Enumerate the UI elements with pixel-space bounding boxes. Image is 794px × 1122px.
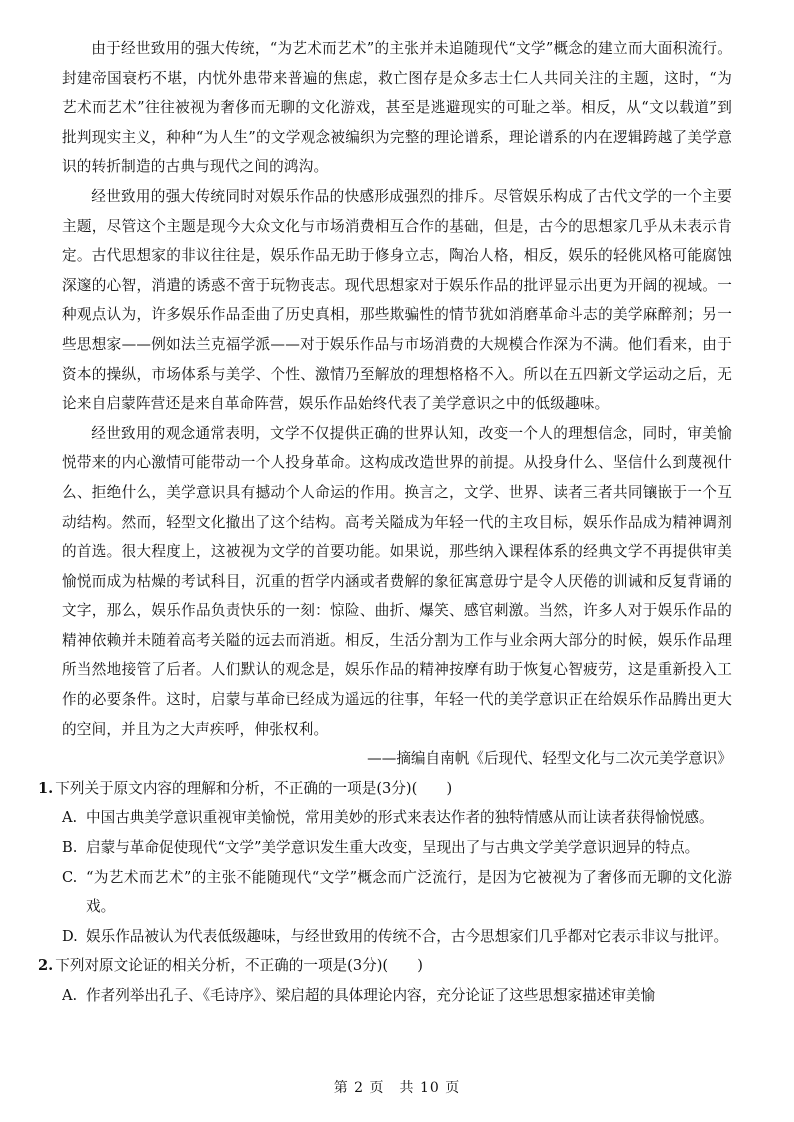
- question-1-option-a: [62, 803, 732, 833]
- question-1-option-c: [62, 863, 732, 922]
- question-1: [38, 774, 732, 952]
- option-text: 启蒙与革命促使现代“文学”美学意识发生重大改变，呈现出了与古典文学美学意识迥异的特点。: [86, 839, 700, 857]
- option-letter: A.: [62, 809, 78, 827]
- question-1-option-b: [62, 833, 732, 863]
- question-2: [38, 951, 732, 1010]
- question-1-stem: 下列关于原文内容的理解和分析，不正确的一项是(3分)( ): [55, 779, 453, 797]
- option-letter: C.: [62, 868, 78, 886]
- question-1-option-d: [62, 922, 732, 952]
- question-2-number: 2.: [38, 957, 54, 975]
- option-text: 作者列举出孔子、《毛诗序》、梁启超的具体理论内容，充分论证了这些思想家描述审美愉: [86, 987, 656, 1004]
- article-paragraph-2: 经世致用的强大传统同时对娱乐作品的快感形成强烈的排斥。尽管娱乐构成了古代文学的一个主要主题，尽管这个主题是现今大众文化与市场消费相互合作的基础，但是，古今的思想家几乎从未表示肯定。古代思想家的非议往往是，娱乐作品无助于修身立志，陶冶人格，相反，娱乐的轻佻风格可能腐蚀深邃的心智，消遣的诱惑不啻于玩物丧志。现代思想家对于娱乐作品的批评显示出更为开阔的视域。一种观点认为，许多娱乐作品歪曲了历史真相，那些欺骗性的情节犹如消磨革命斗志的美学麻醉剂；另一些思想家——例如法兰克福学派——对于娱乐作品与市场消费的大规模合作深为不满。他们看来，由于资本的操纵，市场体系与美学、个性、激情乃至解放的理想格格不入。所以在五四新文学运动之后，无论来自启蒙阵营还是来自革命阵营，娱乐作品始终代表了美学意识之中的低级趣味。: [62, 187, 732, 413]
- question-2-option-a: [62, 981, 732, 1011]
- question-1-number: 1.: [38, 779, 54, 797]
- option-text: 娱乐作品被认为代表低级趣味，与经世致用的传统不合，古今思想家们几乎都对它表示非议与批评。: [86, 927, 729, 945]
- article-source: ——摘编自南帆《后现代、轻型文化与二次元美学意识》: [367, 750, 732, 768]
- option-text: 中国古典美学意识重视审美愉悦，常用美妙的形式来表达作者的独特情感从而让读者获得愉悦感。: [86, 809, 714, 827]
- question-2-stem: 下列对原文论证的相关分析，不正确的一项是(3分)( ): [55, 957, 423, 975]
- page-footer: 第 2 页 共 10 页: [333, 1080, 461, 1096]
- article-paragraph-1: 由于经世致用的强大传统，“为艺术而艺术”的主张并未追随现代“文学”概念的建立而大面积流行。封建帝国衰朽不堪，内忧外患带来普遍的焦虑，救亡图存是众多志士仁人共同关注的主题，这时，“为艺术而艺术”往往被视为奢侈而无聊的文化游戏，甚至是逃避现实的可耻之举。相反，从“文以载道”到批判现实主义，种种“为人生”的文学观念被编织为完整的理论谱系，理论谱系的内在逻辑跨越了美学意识的转折制造的古典与现代之间的鸿沟。: [62, 40, 732, 176]
- option-letter: D.: [62, 927, 78, 945]
- option-text: “为艺术而艺术”的主张不能随现代“文学”概念而广泛流行，是因为它被视为了奢侈而无聊的文化游戏。: [86, 868, 732, 916]
- article-paragraph-3: 经世致用的观念通常表明，文学不仅提供正确的世界认知，改变一个人的理想信念，同时，审美愉悦带来的内心激情可能带动一个人投身革命。这构成改造世界的前提。从投身什么、坚信什么到蔑视什么、拒绝什么，美学意识具有撼动个人命运的作用。换言之，文学、世界、读者三者共同镶嵌于一个互动结构。然而，轻型文化撤出了这个结构。高考关隘成为年轻一代的主攻目标，娱乐作品成为精神调剂的首选。很大程度上，这被视为文学的首要功能。如果说，那些纳入课程体系的经典文学不再提供审美愉悦而成为枯燥的考试科目，沉重的哲学内涵或者费解的象征寓意毋宁是令人厌倦的训诫和反复背诵的文字，那么，娱乐作品负责快乐的一刻：惊险、曲折、爆笑、感官刺激。当然，许多人对于娱乐作品的精神依赖并未随着高考关隘的远去而消逝。相反，生活分割为工作与业余两大部分的时候，娱乐作品理所当然地接管了后者。人们默认的观念是，娱乐作品的精神按摩有助于恢复心智疲劳，这是重新投入工作的必要条件。这时，启蒙与革命已经成为遥远的往事，年轻一代的美学意识正在给娱乐作品腾出更大的空间，并且为之大声疾呼，伸张权利。: [62, 424, 732, 738]
- option-letter: A.: [62, 987, 78, 1004]
- option-letter: B.: [62, 839, 78, 857]
